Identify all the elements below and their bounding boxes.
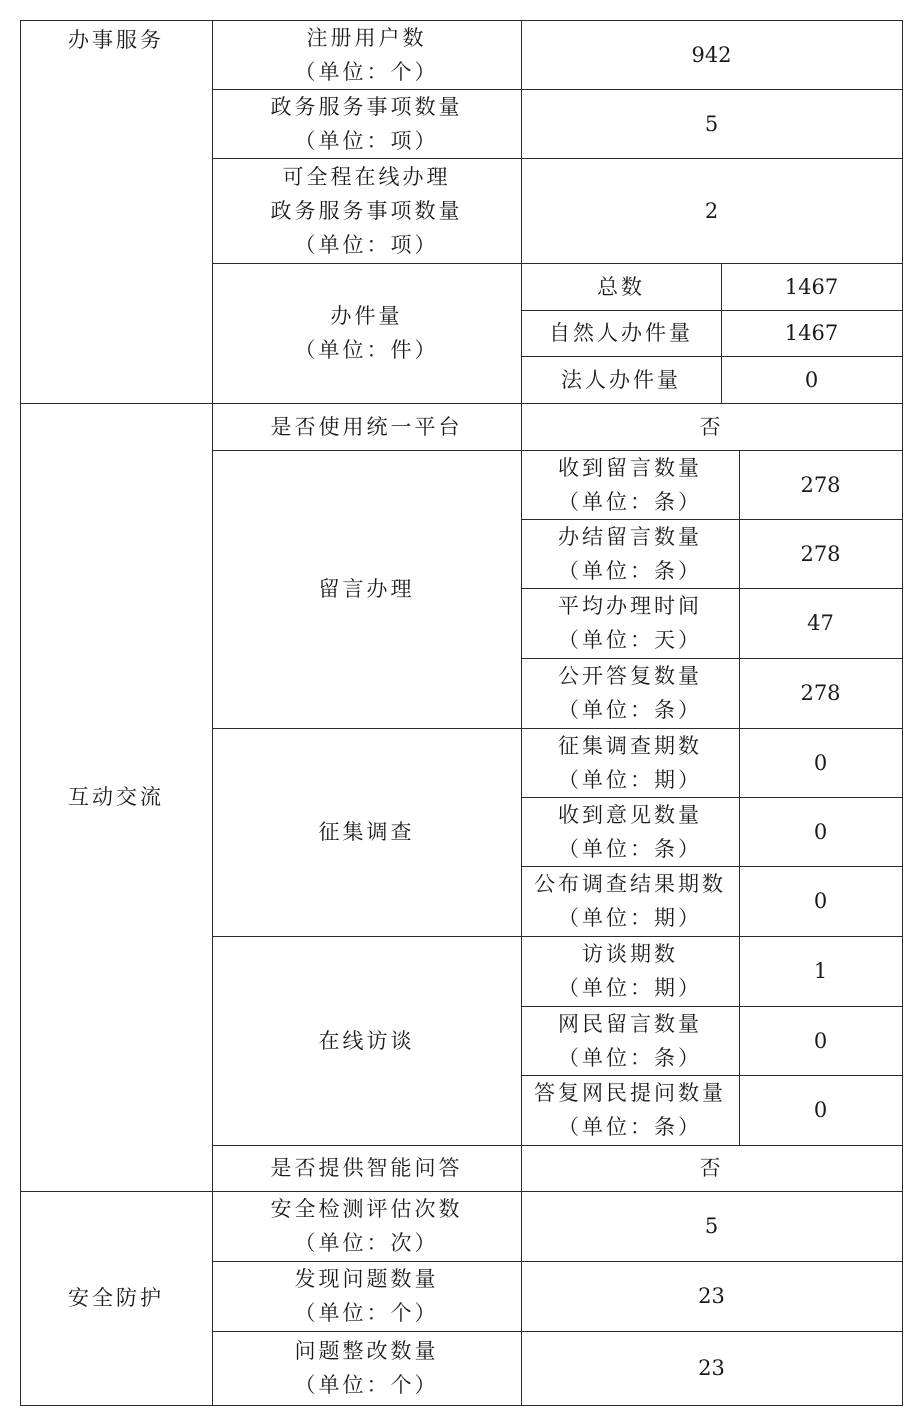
survey-opinions-label [521,797,739,866]
row-label: 安全检测评估次数 [270,1197,463,1221]
section-title-service [20,20,212,60]
cases-legal-value: 0 [804,367,819,392]
row-label: 答复网民提问数量 [534,1081,726,1105]
row-unit: （单位：项） [294,232,439,257]
row-label: 收到意见数量 [558,802,702,827]
issues-found-value: 23 [698,1284,725,1308]
interview-answers-label [521,1075,739,1145]
row-unit: （单位：期） [558,976,702,1000]
cases-total-value: 1467 [784,274,839,299]
row-unit: （单位：条） [558,1115,702,1139]
row-label: 征集调查期数 [558,733,702,758]
messages-avgtime-value: 47 [807,611,834,635]
registered-users-value: 942 [691,42,732,67]
table-border-right [902,20,903,1406]
online-items-label [212,158,521,263]
row-label: 可全程在线办理 [282,164,451,189]
row-label: 发现问题数量 [294,1267,439,1291]
survey-periods-value: 0 [813,750,828,775]
row-unit: （单位：条） [558,558,702,583]
service-items-label [212,89,521,158]
unified-platform-value: 否 [699,414,724,439]
survey-periods-label [521,728,739,797]
row-unit: （单位：条） [558,489,702,514]
messages-received-label [521,450,739,519]
messages-closed-label [521,519,739,588]
row-unit: （单位：天） [558,628,702,652]
online-items-value: 2 [704,198,719,223]
row-label: 收到留言数量 [558,455,702,480]
survey-results-label [521,866,739,936]
section-title-interaction [20,403,212,1191]
interview-group-label: 在线访谈 [318,1028,415,1053]
interview-messages-value: 0 [813,1028,828,1053]
cases-natural-label: 自然人办件量 [549,321,693,345]
issues-fixed-value: 23 [698,1356,725,1380]
row-label: 公布调查结果期数 [534,872,726,896]
messages-public-label [521,658,739,728]
messages-group-label: 留言办理 [318,577,415,601]
smart-qa-label: 是否提供智能问答 [270,1156,463,1180]
row-label: 注册用户数 [306,25,427,50]
table-border-bottom [20,1405,903,1406]
row-label: 网民留言数量 [558,1011,702,1036]
cases-label [212,263,521,403]
row-unit: （单位：次） [294,1231,439,1255]
service-items-value: 5 [704,111,719,136]
row-unit: （单位：件） [294,338,439,362]
row-label: 办结留言数量 [558,524,702,549]
row-label: 政务服务事项数量 [270,198,463,223]
interview-answers-value: 0 [813,1098,828,1122]
interview-periods-label [521,936,739,1006]
interview-periods-value: 1 [813,959,828,983]
row-unit: （单位：个） [294,59,439,84]
row-unit: （单位：项） [294,128,439,153]
security-checks-label [212,1191,521,1261]
row-label: 平均办理时间 [558,594,702,618]
interview-messages-label [521,1006,739,1075]
row-label: 问题整改数量 [294,1339,439,1363]
row-unit: （单位：个） [294,1373,439,1397]
messages-public-value: 278 [800,681,841,705]
row-unit: （单位：期） [558,767,702,792]
section-label: 互动交流 [68,785,164,809]
issues-fixed-label [212,1331,521,1405]
cases-legal-label: 法人办件量 [561,367,681,392]
smart-qa-value: 否 [699,1156,724,1180]
row-unit: （单位：期） [558,906,702,930]
messages-received-value: 278 [800,472,841,497]
cases-natural-value: 1467 [784,321,839,345]
messages-avgtime-label [521,588,739,658]
survey-opinions-value: 0 [813,819,828,844]
cases-total-label: 总数 [597,274,645,299]
row-label: 访谈期数 [582,942,678,966]
section-title-security [20,1191,212,1405]
survey-results-value: 0 [813,889,828,913]
row-unit: （单位：条） [558,836,702,861]
unified-platform-label: 是否使用统一平台 [270,414,463,439]
security-checks-value: 5 [704,1214,719,1238]
issues-found-label [212,1261,521,1331]
messages-closed-value: 278 [800,541,841,566]
row-unit: （单位：条） [558,698,702,722]
row-label: 公开答复数量 [558,664,702,688]
row-label: 政务服务事项数量 [270,94,463,119]
registered-users-label [212,20,521,89]
row-unit: （单位：个） [294,1301,439,1325]
section-label: 办事服务 [68,28,164,52]
survey-group-label: 征集调查 [318,820,415,844]
row-label: 办件量 [330,304,403,328]
section-label: 安全防护 [68,1286,164,1310]
row-unit: （单位：条） [558,1045,702,1070]
